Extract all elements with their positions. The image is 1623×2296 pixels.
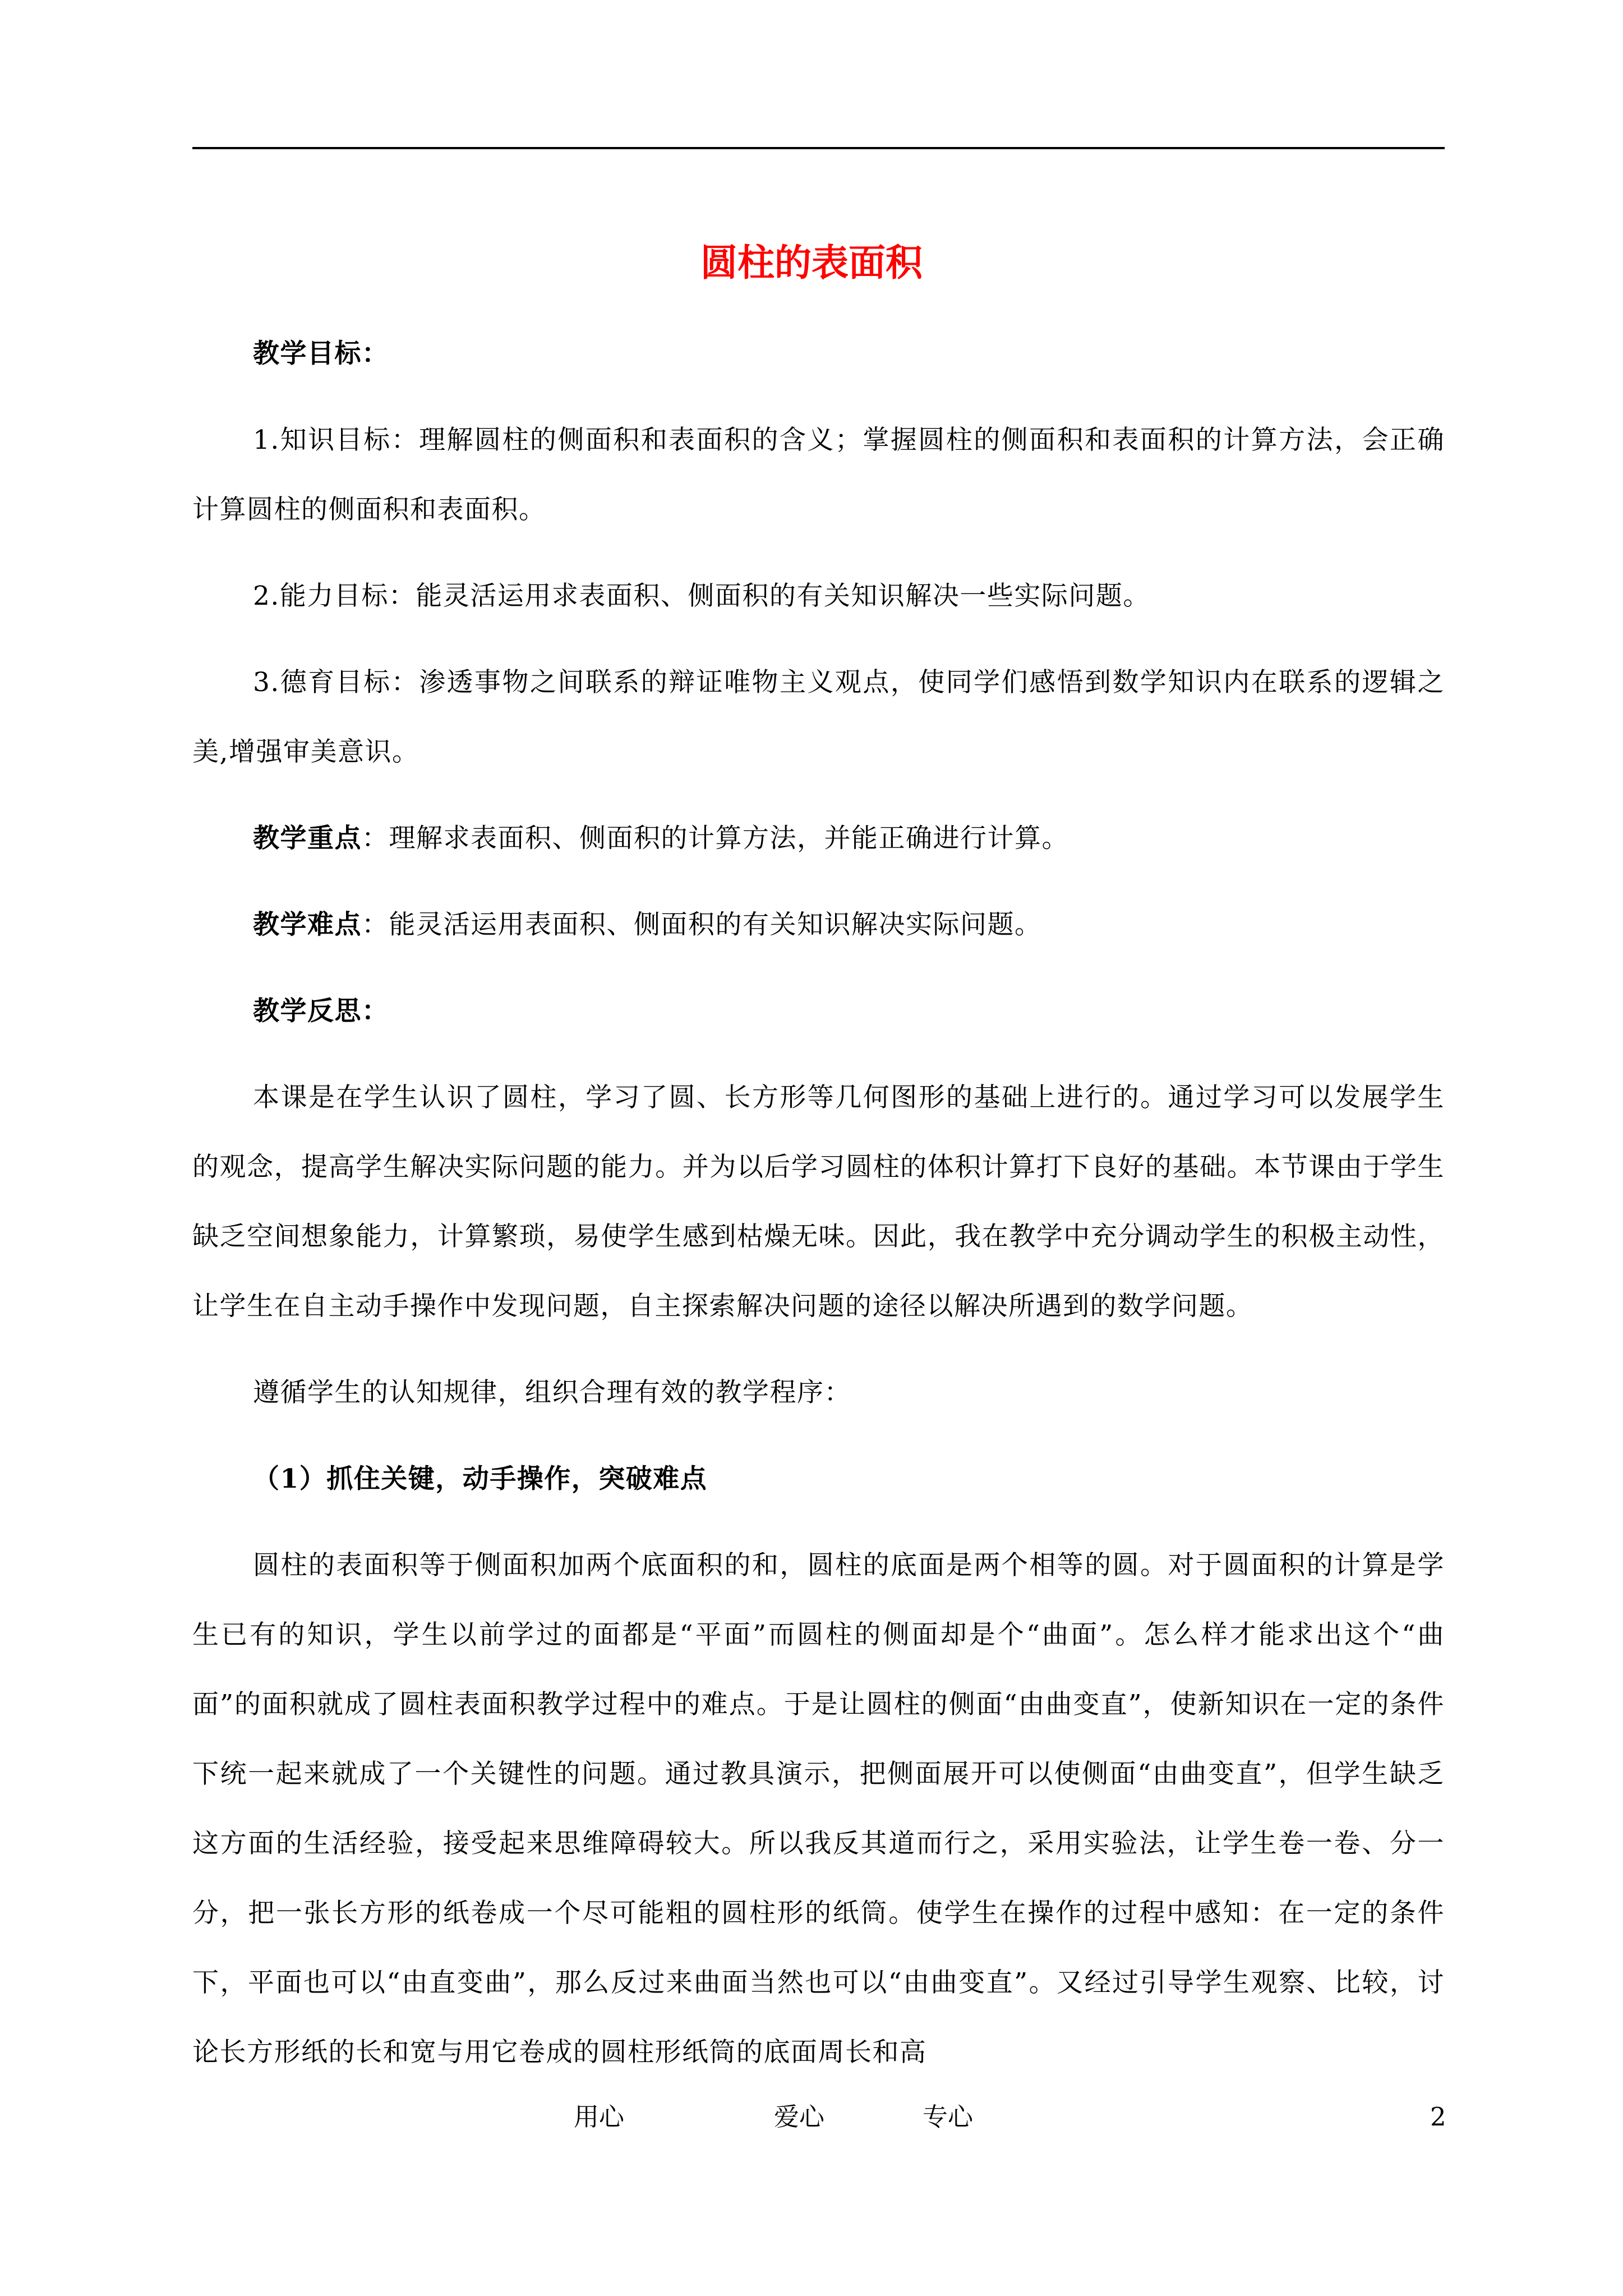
page-number: 2 [1430,2102,1446,2132]
objective-ability: 2.能力目标：能灵活运用求表面积、侧面积的有关知识解决一些实际问题。 [253,581,1150,611]
key-point-label: 教学重点 [253,823,362,854]
objective-knowledge: 1.知识目标：理解圆柱的侧面积和表面积的含义；掌握圆柱的侧面积和表面积的计算方法，会正确计算圆柱的侧面积和表面积。 [192,425,1445,525]
footer-motto-2: 爱心 [774,2102,825,2132]
difficulty-text: ：能灵活运用表面积、侧面积的有关知识解决实际问题。 [362,909,1042,940]
reflection-paragraph-2: 遵循学生的认知规律，组织合理有效的教学程序： [253,1377,851,1408]
reflection-paragraph-1: 本课是在学生认识了圆柱，学习了圆、长方形等几何图形的基础上进行的。通过学习可以发展学生的观念，提高学生解决实际问题的能力。并为以后学习圆柱的体积计算打下良好的基础。本节课由于学生缺乏空间想象能力，计算繁琐，易使学生感到枯燥无味。因此，我在教学中充分调动学生的积极主动性，让学生在自主动手操作中发现问题，自主探索解决问题的途径以解决所遇到的数学问题。 [192,1082,1445,1322]
objectives-heading: 教学目标： [253,338,389,369]
difficulty [192,908,1445,942]
key-point-text: ：理解求表面积、侧面积的计算方法，并能正确进行计算。 [362,823,1069,854]
reflection-heading: 教学反思： [253,996,389,1027]
key-point [192,821,1445,856]
reflection-subheading: （1）抓住关键，动手操作，突破难点 [253,1464,708,1494]
objective-moral: 3.德育目标：渗透事物之间联系的辩证唯物主义观点，使同学们感悟到数学知识内在联系的逻辑之美,增强审美意识。 [192,667,1445,767]
header-rule [192,147,1445,149]
difficulty-label: 教学难点 [253,909,362,940]
reflection-body: 圆柱的表面积等于侧面积加两个底面积的和，圆柱的底面是两个相等的圆。对于圆面积的计算是学生已有的知识，学生以前学过的面都是“平面”而圆柱的侧面却是个“曲面”。怎么样才能求出这个“曲面”的面积就成了圆柱表面积教学过程中的难点。于是让圆柱的侧面“由曲变直”，使新知识在一定的条件下统一起来就成了一个关键性的问题。通过教具演示，把侧面展开可以使侧面“由曲变直”，但学生缺乏这方面的生活经验，接受起来思维障碍较大。所以我反其道而行之，采用实验法，让学生卷一卷、分一分，把一张长方形的纸卷成一个尽可能粗的圆柱形的纸筒。使学生在操作的过程中感知：在一定的条件下，平面也可以“由直变曲”，那么反过来曲面当然也可以“由曲变直”。又经过引导学生观察、比较，讨论长方形纸的长和宽与用它卷成的圆柱形纸筒的底面周长和高 [192,1550,1445,2068]
footer-motto-3: 专心 [923,2102,974,2132]
footer-motto-1: 用心 [574,2102,625,2132]
page-title: 圆柱的表面积 [700,241,923,284]
page-footer [0,2100,1623,2134]
document-body [192,337,1445,2122]
